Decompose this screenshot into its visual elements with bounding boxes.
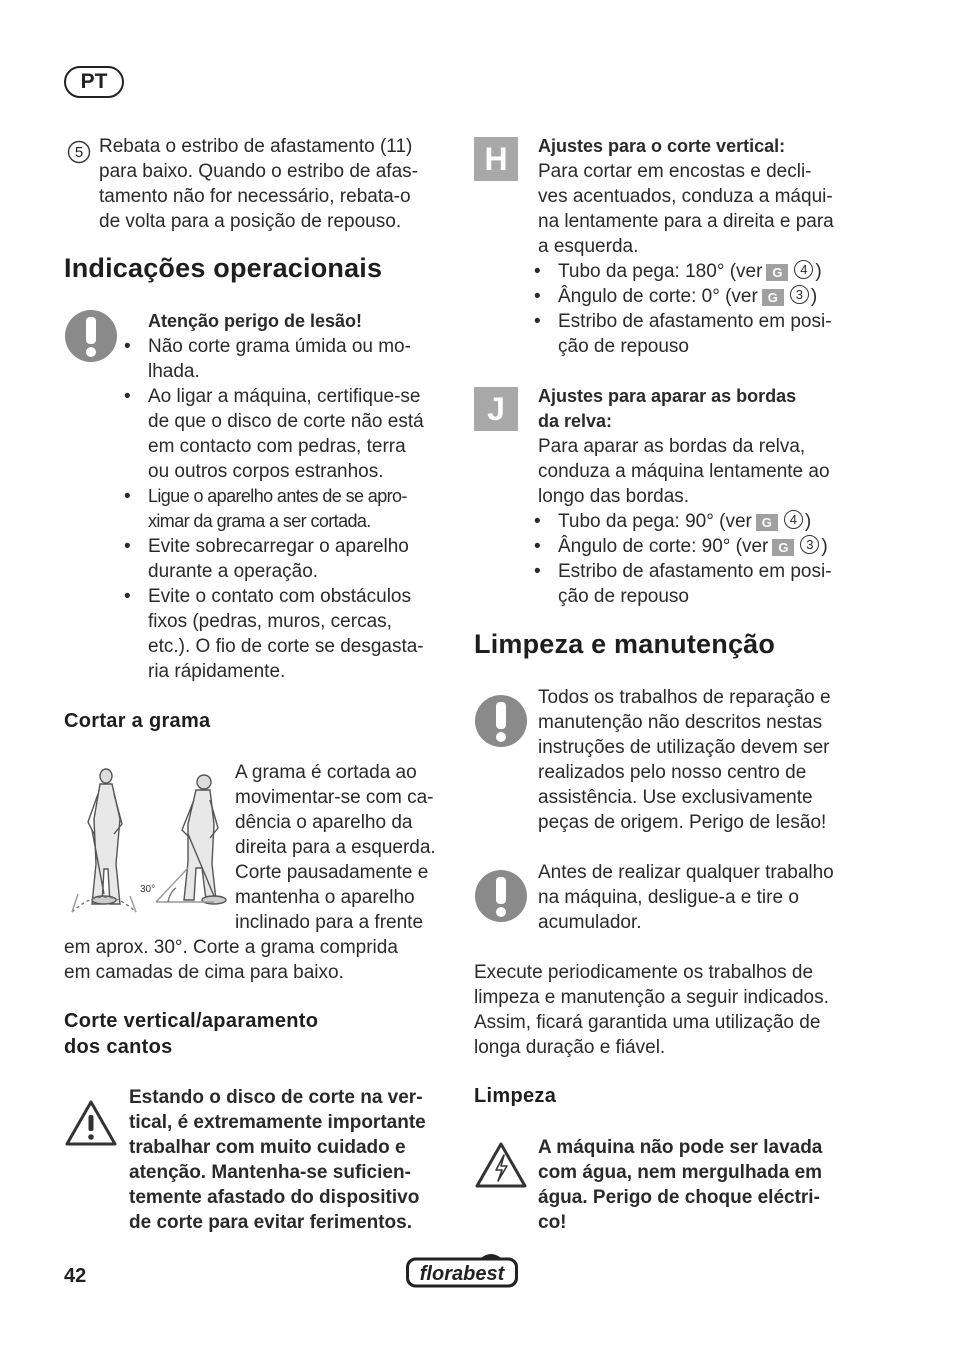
language-badge: PT bbox=[64, 66, 124, 98]
paragraph-line: Para cortar em encostas e decli- bbox=[538, 161, 812, 182]
paragraph-line: a esquerda. bbox=[538, 236, 639, 257]
list-item-line: • Evite o contato com obstáculos bbox=[148, 586, 411, 607]
figure-ref-badge: G bbox=[756, 514, 778, 531]
list-item-line: fixos (pedras, muros, cercas, bbox=[148, 611, 392, 632]
list-item bbox=[530, 559, 870, 609]
mowing-illustration bbox=[64, 764, 230, 929]
list-item-line: ção de repouso bbox=[558, 336, 689, 357]
warning-line: tical, é extremamente importante bbox=[129, 1112, 426, 1133]
warning-line: atenção. Mantenha-se suficien- bbox=[129, 1162, 411, 1183]
paragraph-line: na lentamente para a direita e para bbox=[538, 211, 834, 232]
step5-text bbox=[99, 134, 449, 234]
paragraph-line: A grama é cortada ao bbox=[235, 762, 417, 783]
list-item-line: etc.). O fio de corte se desgasta- bbox=[148, 636, 424, 657]
paragraph-line: conduza a máquina lentamente ao bbox=[538, 461, 830, 482]
warning-line: Estando o disco de corte na ver- bbox=[129, 1087, 423, 1108]
step5-line: Rebata o estribo de afastamento (11) bbox=[99, 136, 413, 157]
vertical-warning-text bbox=[129, 1085, 454, 1235]
section-h-heading: Ajustes para o corte vertical: bbox=[538, 136, 786, 156]
section-j-heading: da relva: bbox=[538, 411, 613, 431]
heading-cortar-grama: Cortar a grama bbox=[64, 710, 211, 732]
list-item bbox=[530, 509, 870, 534]
paragraph-line: peças de origem. Perigo de lesão! bbox=[538, 812, 827, 833]
paragraph-line: na máquina, desligue-a e tire o bbox=[538, 887, 799, 908]
warning-line: temente afastado do dispositivo bbox=[129, 1187, 420, 1208]
paragraph-line: Assim, ficará garantida uma utilização de bbox=[474, 1012, 821, 1033]
circled-number-icon bbox=[67, 140, 93, 166]
close-paren: ) bbox=[815, 261, 822, 282]
figure-ref-badge: G bbox=[762, 289, 784, 306]
exclamation-icon bbox=[64, 309, 118, 368]
list-item-text: Tubo da pega: 180° (ver bbox=[558, 261, 763, 282]
cortar-full-text bbox=[64, 935, 454, 985]
warning-heading: Atenção perigo de lesão! bbox=[148, 311, 363, 331]
maintenance-note-2 bbox=[538, 860, 868, 935]
list-item-text: Ângulo de corte: 0° (ver bbox=[558, 286, 758, 307]
section-j-list bbox=[530, 509, 870, 609]
list-item-line: • Evite sobrecarregar o aparelho bbox=[148, 536, 409, 557]
exclamation-icon bbox=[474, 694, 528, 753]
warning-line: água. Perigo de choque eléctri- bbox=[538, 1187, 820, 1208]
list-item-line: em contacto com pedras, terra bbox=[148, 436, 406, 457]
step5-line: para baixo. Quando o estribo de afas- bbox=[99, 161, 418, 182]
list-item-line: ou outros corpos estranhos. bbox=[148, 461, 384, 482]
limpeza-warning-text bbox=[538, 1135, 868, 1235]
paragraph-line: assistência. Use exclusivamente bbox=[538, 787, 813, 808]
list-item-text: Tubo da pega: 90° (ver bbox=[558, 511, 752, 532]
paragraph-line: ves acentuados, conduza a máqui- bbox=[538, 186, 833, 207]
maintenance-paragraph bbox=[474, 960, 874, 1060]
list-item bbox=[120, 384, 450, 484]
list-item-line: ximar da grama a ser cortada. bbox=[148, 511, 371, 531]
circled-number: 3 bbox=[800, 535, 819, 554]
list-item-text: Ângulo de corte: 90° (ver bbox=[558, 536, 769, 557]
paragraph-line: Corte pausadamente e bbox=[235, 862, 429, 883]
close-paren: ) bbox=[804, 511, 812, 532]
section-j-heading: Ajustes para aparar as bordas bbox=[538, 386, 797, 406]
list-item bbox=[530, 534, 870, 559]
section-j-content bbox=[538, 384, 868, 509]
list-item bbox=[530, 284, 870, 309]
step5-line: tamento não for necessário, rebata-o bbox=[99, 186, 411, 207]
paragraph-line: mantenha o aparelho bbox=[235, 887, 415, 908]
list-item-line: • Ligue o aparelho antes de se apro- bbox=[148, 486, 407, 506]
list-item-line: de que o disco de corte não está bbox=[148, 411, 424, 432]
warning-line: trabalhar com muito cuidado e bbox=[129, 1137, 406, 1158]
list-item bbox=[120, 534, 450, 584]
list-item bbox=[120, 334, 450, 384]
paragraph-line: Todos os trabalhos de reparação e bbox=[538, 687, 831, 708]
paragraph-line: movimentar-se com ca- bbox=[235, 787, 434, 808]
warning-line: A máquina não pode ser lavada bbox=[538, 1137, 823, 1158]
paragraph-line: realizados pelo nosso centro de bbox=[538, 762, 807, 783]
paragraph-line: em aprox. 30°. Corte a grama comprida bbox=[64, 937, 398, 958]
list-item bbox=[120, 584, 450, 684]
paragraph-line: Antes de realizar qualquer trabalho bbox=[538, 862, 834, 883]
cortar-side-text bbox=[235, 760, 450, 935]
list-item-line: ria rápidamente. bbox=[148, 661, 286, 682]
warning-line: com água, nem mergulhada em bbox=[538, 1162, 823, 1183]
circled-number: 3 bbox=[790, 285, 809, 304]
maintenance-note-1 bbox=[538, 685, 868, 835]
close-paren: ) bbox=[821, 536, 828, 557]
list-item-line: • Não corte grama úmida ou mo- bbox=[148, 336, 411, 357]
heading-line: dos cantos bbox=[64, 1036, 173, 1058]
figure-ref-badge: G bbox=[772, 539, 794, 556]
paragraph-line: limpeza e manutenção a seguir indicados. bbox=[474, 987, 829, 1008]
brand-wordmark: florabest bbox=[419, 1263, 505, 1285]
step-number-text: 5 bbox=[74, 144, 84, 161]
circled-number: 4 bbox=[794, 260, 813, 279]
step-number-5 bbox=[67, 140, 93, 171]
list-item-line: • Estribo de afastamento em posi- bbox=[558, 311, 832, 332]
warning-line: co! bbox=[538, 1212, 567, 1233]
paragraph-line: manutenção não descritos nestas bbox=[538, 712, 823, 733]
page-number: 42 bbox=[64, 1265, 87, 1287]
circled-number: 4 bbox=[784, 510, 803, 529]
paragraph-line: acumulador. bbox=[538, 912, 642, 933]
exclamation-icon bbox=[474, 869, 528, 928]
section-letter-j: J bbox=[474, 387, 518, 431]
list-item-line: • Ao ligar a máquina, certifique-se bbox=[148, 386, 421, 407]
list-item-line: ção de repouso bbox=[558, 586, 689, 607]
paragraph-line: Execute periodicamente os trabalhos de bbox=[474, 962, 814, 983]
paragraph-line: em camadas de cima para baixo. bbox=[64, 962, 344, 983]
florabest-logo bbox=[405, 1252, 519, 1295]
step5-line: de volta para a posição de repouso. bbox=[99, 211, 402, 232]
paragraph-line: dência o aparelho da bbox=[235, 812, 413, 833]
electric-shock-warning-icon bbox=[474, 1140, 528, 1195]
list-item-line: durante a operação. bbox=[148, 561, 319, 582]
close-paren: ) bbox=[810, 286, 818, 307]
angle-label: 30° bbox=[140, 884, 156, 895]
heading-corte-vertical bbox=[64, 1008, 318, 1060]
section-h-list bbox=[530, 259, 870, 359]
warning-line: de corte para evitar ferimentos. bbox=[129, 1212, 412, 1233]
list-item-line: • Estribo de afastamento em posi- bbox=[558, 561, 832, 582]
warning-triangle-icon bbox=[64, 1098, 118, 1153]
heading-limpeza-manutencao: Limpeza e manutenção bbox=[474, 629, 776, 659]
heading-line: Corte vertical/aparamento bbox=[64, 1010, 319, 1032]
paragraph-line: instruções de utilização devem ser bbox=[538, 737, 830, 758]
list-item-line: lhada. bbox=[148, 361, 200, 382]
paragraph-line: direita para a esquerda. bbox=[235, 837, 436, 858]
paragraph-line: longa duração e fiável. bbox=[474, 1037, 666, 1058]
paragraph-line: longo das bordas. bbox=[538, 486, 690, 507]
heading-indicacoes: Indicações operacionais bbox=[64, 253, 383, 283]
list-item bbox=[530, 259, 870, 284]
paragraph-line: Para aparar as bordas da relva, bbox=[538, 436, 806, 457]
paragraph-line: inclinado para a frente bbox=[235, 912, 424, 933]
section-h-content bbox=[538, 134, 868, 259]
list-item bbox=[120, 484, 450, 534]
heading-limpeza: Limpeza bbox=[474, 1085, 557, 1107]
section-letter-h: H bbox=[474, 137, 518, 181]
list-item bbox=[530, 309, 870, 359]
figure-ref-badge: G bbox=[766, 264, 788, 281]
warning-list bbox=[120, 309, 450, 684]
